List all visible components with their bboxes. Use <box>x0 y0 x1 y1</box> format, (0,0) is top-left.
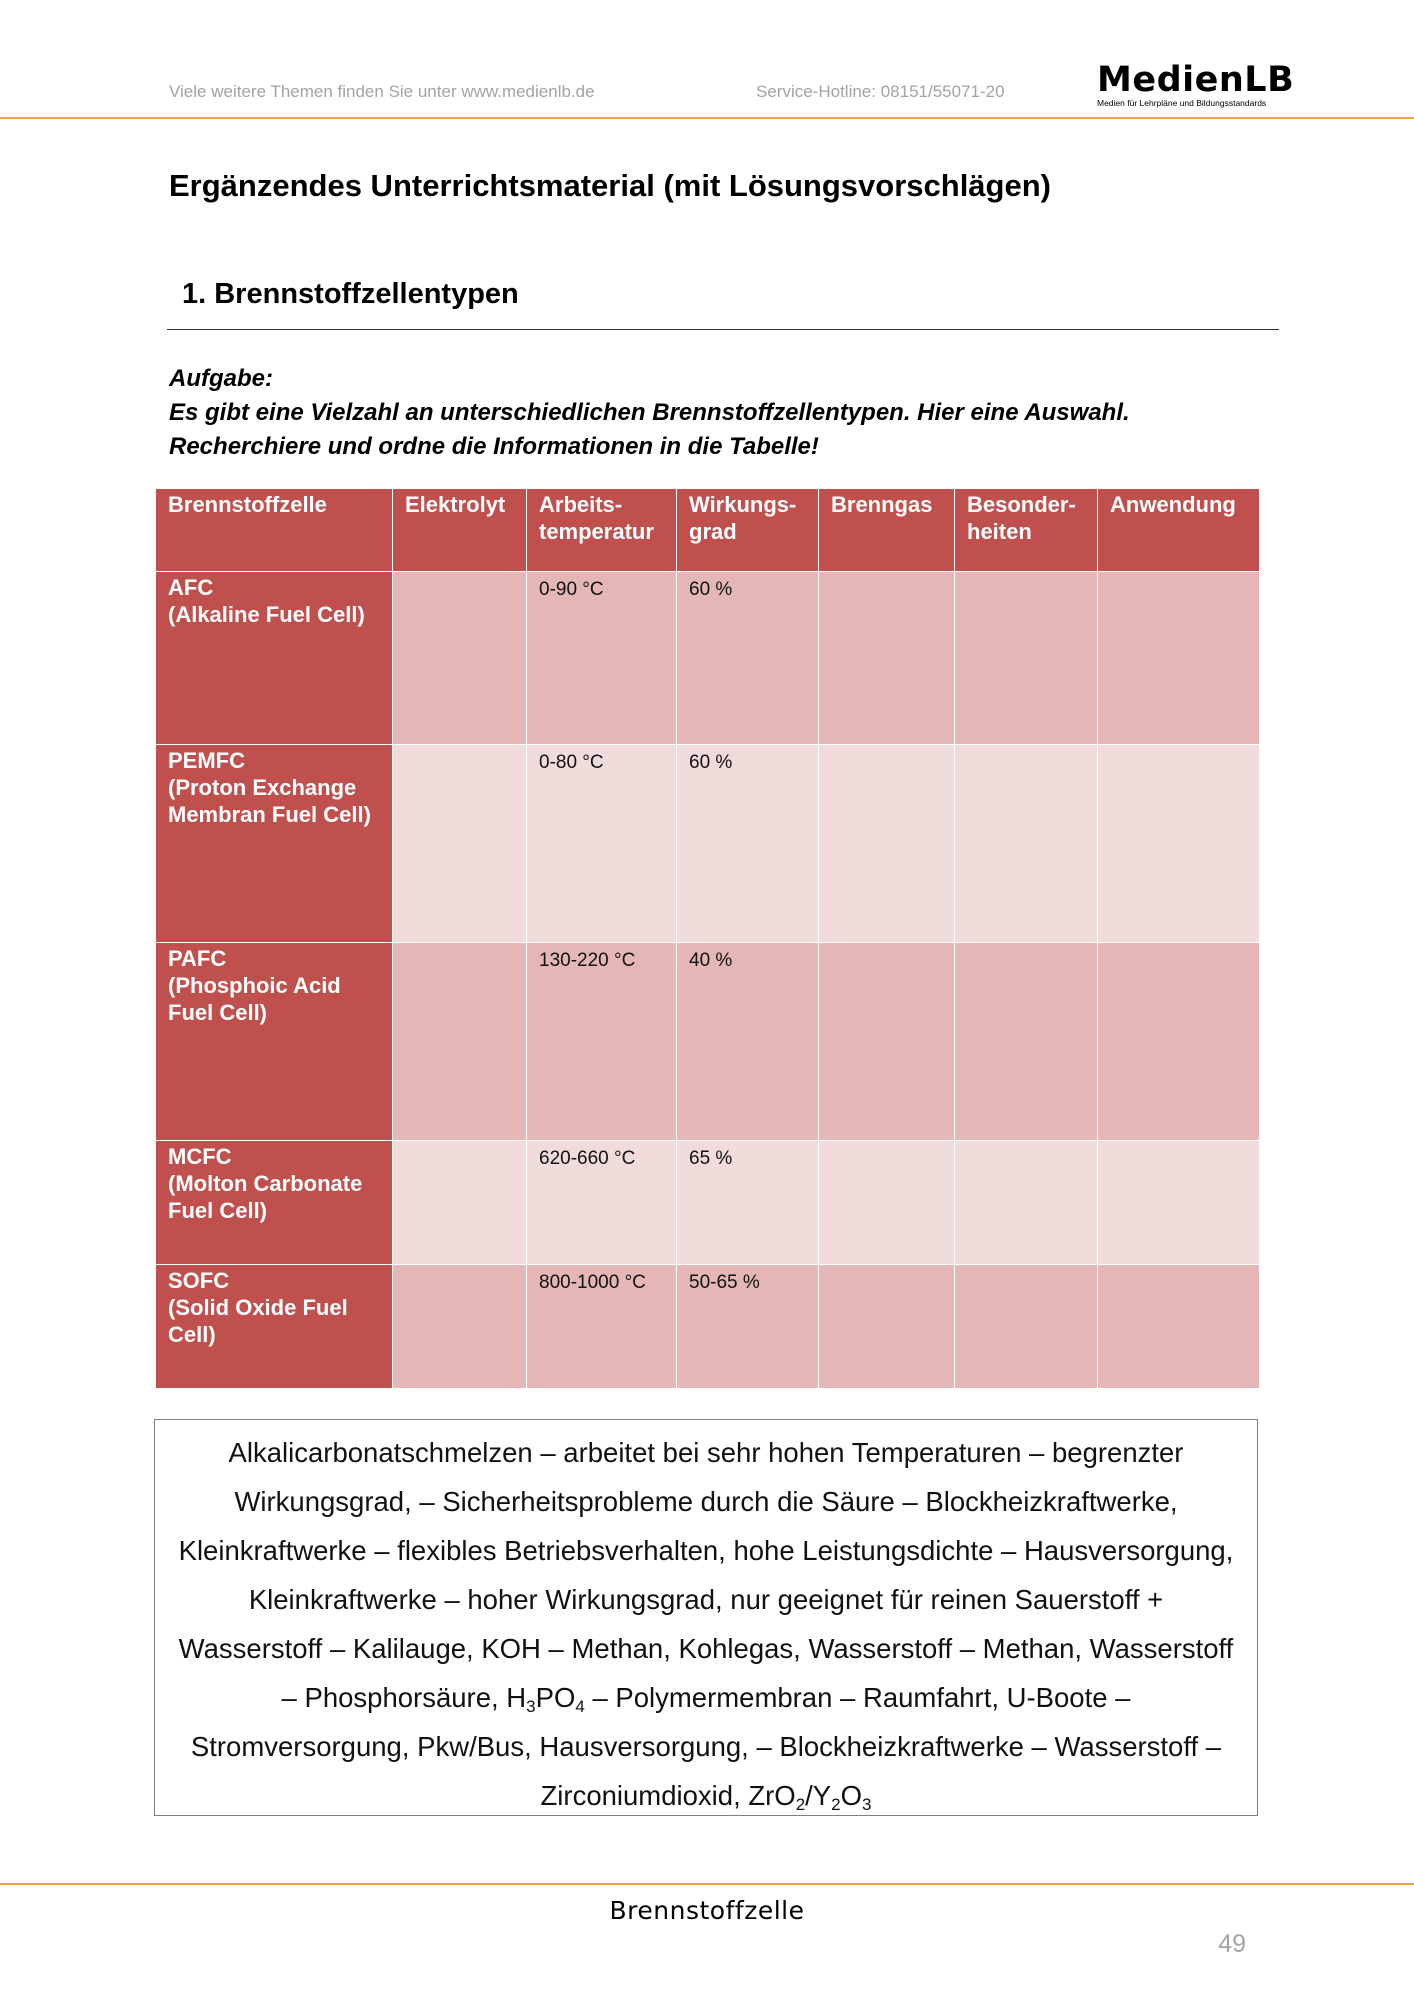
table-header-row <box>156 489 1260 572</box>
column-header: Anwendung <box>1098 489 1260 572</box>
efficiency-cell: 65 % <box>677 1141 819 1265</box>
temperature-cell: 0-80 °C <box>527 745 677 943</box>
fuel-cell-fullname: (Molton Carbonate Fuel Cell) <box>168 1171 363 1223</box>
subscript: 3 <box>526 1697 536 1716</box>
brenngas-cell[interactable] <box>819 745 955 943</box>
anwendung-cell[interactable] <box>1098 943 1260 1141</box>
task-line-2: Recherchiere und ordne die Informationen in die Tabelle! <box>169 433 819 460</box>
temperature-cell: 0-90 °C <box>527 572 677 745</box>
table-row <box>156 1265 1260 1389</box>
fuel-cell-fullname: (Proton Exchange Membran Fuel Cell) <box>168 775 371 827</box>
fuel-cell-fullname: (Alkaline Fuel Cell) <box>168 602 365 627</box>
word-bank-text: – Polymermembran – Raumfahrt, U-Boote – Stromversorgung, Pkw/Bus, Hausversorgung, – Blockheizkraftwerke – Wasserstoff – Zirconiumdioxid, ZrO <box>190 1682 1222 1811</box>
header-hotline-text: Service-Hotline: 08151/55071-20 <box>756 82 1005 101</box>
besonderheiten-cell[interactable] <box>955 1141 1098 1265</box>
column-header: Arbeits- temperatur <box>527 489 677 572</box>
anwendung-cell[interactable] <box>1098 1265 1260 1389</box>
brenngas-cell[interactable] <box>819 1141 955 1265</box>
task-line-1: Es gibt eine Vielzahl an unterschiedlichen Brennstoffzellentypen. Hier eine Auswahl. <box>169 399 1130 426</box>
temperature-cell: 800-1000 °C <box>527 1265 677 1389</box>
elektrolyt-cell[interactable] <box>393 745 527 943</box>
besonderheiten-cell[interactable] <box>955 1265 1098 1389</box>
fuel-cell-abbr: PAFC <box>168 946 227 971</box>
fuel-cell-abbr: SOFC <box>168 1268 230 1293</box>
elektrolyt-cell[interactable] <box>393 943 527 1141</box>
elektrolyt-cell[interactable] <box>393 1265 527 1389</box>
table-row <box>156 572 1260 745</box>
table-row <box>156 943 1260 1141</box>
temperature-cell: 130-220 °C <box>527 943 677 1141</box>
row-header <box>156 1265 393 1389</box>
efficiency-cell: 60 % <box>677 745 819 943</box>
row-header <box>156 572 393 745</box>
word-bank-text: /Y <box>805 1780 832 1811</box>
subscript: 2 <box>831 1795 841 1814</box>
fuel-cell-table <box>155 488 1260 1389</box>
fuel-cell-abbr: MCFC <box>168 1144 232 1169</box>
brenngas-cell[interactable] <box>819 943 955 1141</box>
row-header <box>156 745 393 943</box>
logo-tagline: Medien für Lehrpläne und Bildungsstandards <box>1097 98 1267 108</box>
efficiency-cell: 50-65 % <box>677 1265 819 1389</box>
header-divider <box>0 117 1414 119</box>
page-number: 49 <box>1218 1930 1246 1958</box>
fuel-cell-abbr: AFC <box>168 575 214 600</box>
besonderheiten-cell[interactable] <box>955 745 1098 943</box>
word-bank-text: O <box>840 1780 863 1811</box>
column-header: Besonder- heiten <box>955 489 1098 572</box>
row-header <box>156 1141 393 1265</box>
medienlb-logo <box>1097 60 1295 108</box>
elektrolyt-cell[interactable] <box>393 572 527 745</box>
brenngas-cell[interactable] <box>819 1265 955 1389</box>
column-header: Wirkungs- grad <box>677 489 819 572</box>
subscript: 4 <box>575 1697 585 1716</box>
header-website-text: Viele weitere Themen finden Sie unter www.medienlb.de <box>169 82 595 101</box>
brenngas-cell[interactable] <box>819 572 955 745</box>
footer-divider <box>0 1883 1414 1885</box>
word-bank-box <box>154 1419 1258 1816</box>
subscript: 3 <box>862 1795 872 1814</box>
footer-title: Brennstoffzelle <box>609 1896 805 1925</box>
fuel-cell-abbr: PEMFC <box>168 748 245 773</box>
logo-name: MedienLB <box>1097 60 1295 100</box>
column-header: Elektrolyt <box>393 489 527 572</box>
fuel-cell-fullname: (Phosphoic Acid Fuel Cell) <box>168 973 341 1025</box>
fuel-cell-fullname: (Solid Oxide Fuel Cell) <box>168 1295 348 1347</box>
anwendung-cell[interactable] <box>1098 745 1260 943</box>
table-row <box>156 1141 1260 1265</box>
elektrolyt-cell[interactable] <box>393 1141 527 1265</box>
section-divider <box>167 329 1279 330</box>
efficiency-cell: 60 % <box>677 572 819 745</box>
anwendung-cell[interactable] <box>1098 572 1260 745</box>
temperature-cell: 620-660 °C <box>527 1141 677 1265</box>
efficiency-cell: 40 % <box>677 943 819 1141</box>
task-block <box>169 362 1130 464</box>
word-bank-text: PO <box>535 1682 576 1713</box>
task-label: Aufgabe: <box>169 365 273 392</box>
besonderheiten-cell[interactable] <box>955 943 1098 1141</box>
page-title: Ergänzendes Unterrichtsmaterial (mit Lösungsvorschlägen) <box>169 168 1051 203</box>
word-bank-text: Alkalicarbonatschmelzen – arbeitet bei sehr hohen Temperaturen – begrenzter Wirkungsgrad, – Sicherheitsprobleme durch die Säure – Blockheizkraftwerke, Kleinkraftwerke – flexibles Betriebsverhalten, hohe Leistungsdichte – Hausversorgung, Kleinkraftwerke – hoher Wirkungsgrad, nur geeignet für reinen Sauerstoff + Wasserstoff – Kalilauge, KOH – Methan, Kohlegas, Wasserstoff – Methan, Wasserstoff – Phosphorsäure, H <box>178 1437 1234 1713</box>
subscript: 2 <box>795 1795 806 1814</box>
row-header <box>156 943 393 1141</box>
column-header: Brenngas <box>819 489 955 572</box>
anwendung-cell[interactable] <box>1098 1141 1260 1265</box>
besonderheiten-cell[interactable] <box>955 572 1098 745</box>
column-header: Brennstoffzelle <box>156 489 393 572</box>
table-row <box>156 745 1260 943</box>
section-heading: 1. Brennstoffzellentypen <box>182 278 519 310</box>
